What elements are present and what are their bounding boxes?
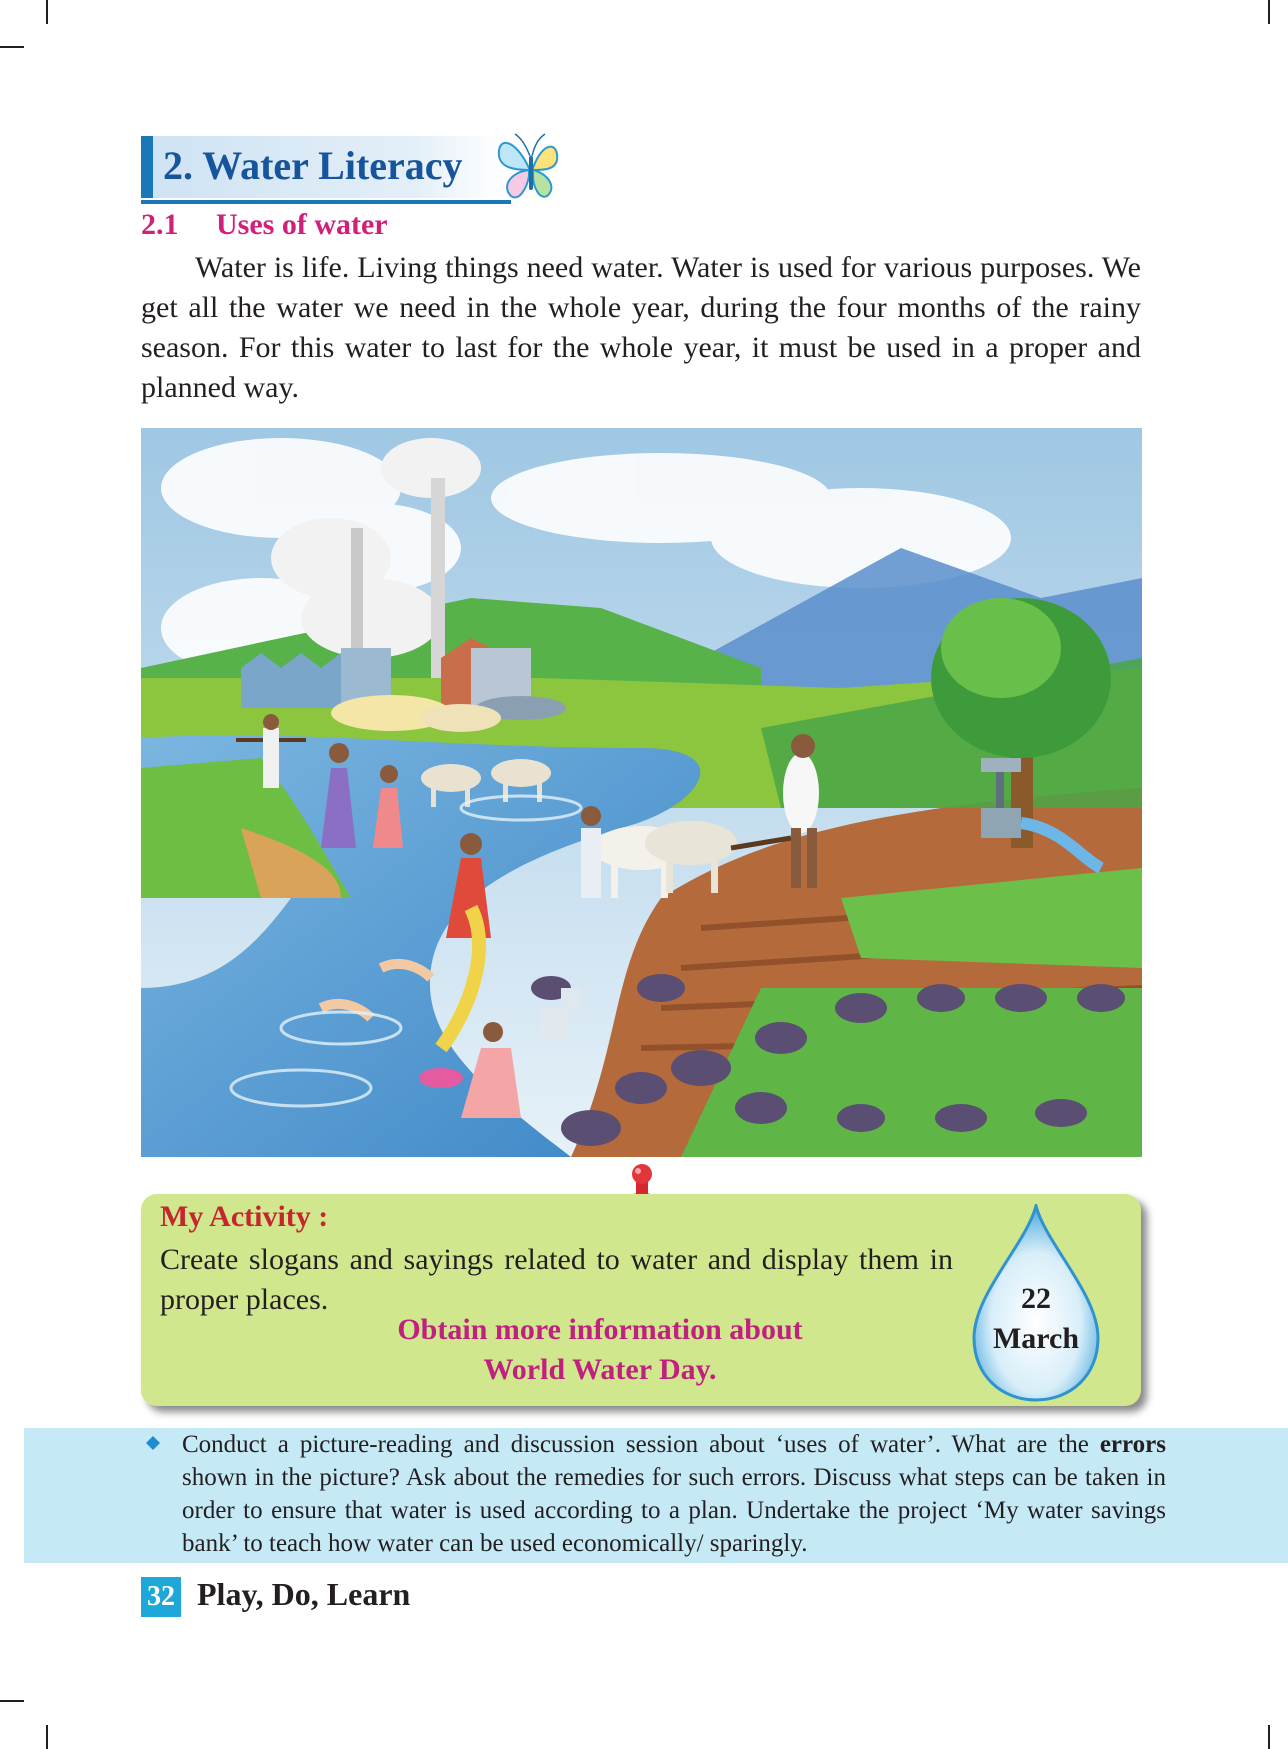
activity-title: My Activity :: [160, 1200, 329, 1233]
activity-box: [141, 1194, 1141, 1406]
activity-note-line-1: Obtain more information about: [397, 1313, 803, 1346]
crop-mark: [0, 1700, 24, 1702]
activity-note: [385, 1310, 815, 1390]
teacher-note-part-1: Conduct a picture-reading and discussion session about ‘uses of water’. What are the: [182, 1431, 1100, 1458]
crop-mark: [46, 1725, 48, 1749]
crop-mark: [46, 0, 48, 24]
crop-mark: [1268, 1725, 1270, 1749]
activity-note-line-2: World Water Day.: [483, 1353, 717, 1386]
chapter-title-underline: [141, 200, 511, 204]
intro-paragraph: Water is life. Living things need water. Water is used for various purposes. We get all the water we need in the whole year, during the four months of the rainy season. For this water to last for the whole year, it must be used in a proper and planned way.: [141, 251, 1141, 404]
section-number: 2.1: [141, 208, 179, 241]
crop-mark: [1268, 0, 1270, 24]
book-title: Play, Do, Learn: [197, 1576, 411, 1612]
teacher-note-text: [182, 1428, 1166, 1560]
uses-of-water-illustration: [141, 428, 1142, 1157]
diamond-bullet-icon: [146, 1436, 160, 1450]
crop-mark: [0, 46, 24, 48]
page-number: 32: [141, 1577, 181, 1617]
illustration-scene: [141, 428, 1142, 1157]
chapter-title: 2. Water Literacy: [163, 143, 463, 188]
activity-text: Create slogans and sayings related to water and display them in proper places.: [160, 1243, 953, 1316]
world-water-day-date: 22: [1021, 1282, 1051, 1315]
world-water-day-month: March: [992, 1322, 1080, 1355]
butterfly-icon: [495, 130, 565, 206]
section-title: Uses of water: [216, 208, 388, 241]
teacher-note-bold: errors: [1099, 1431, 1166, 1458]
teacher-note-box: [24, 1428, 1288, 1563]
teacher-note-part-2: shown in the picture? Ask about the remedies for such errors. Discuss what steps can be taken in order to ensure that water is used according to a plan. Undertake the project ‘My water savings bank’ to teach how water can be used economically/ sparingly.: [182, 1464, 1166, 1557]
chapter-title-banner: [141, 136, 501, 198]
section-heading: [141, 208, 388, 242]
